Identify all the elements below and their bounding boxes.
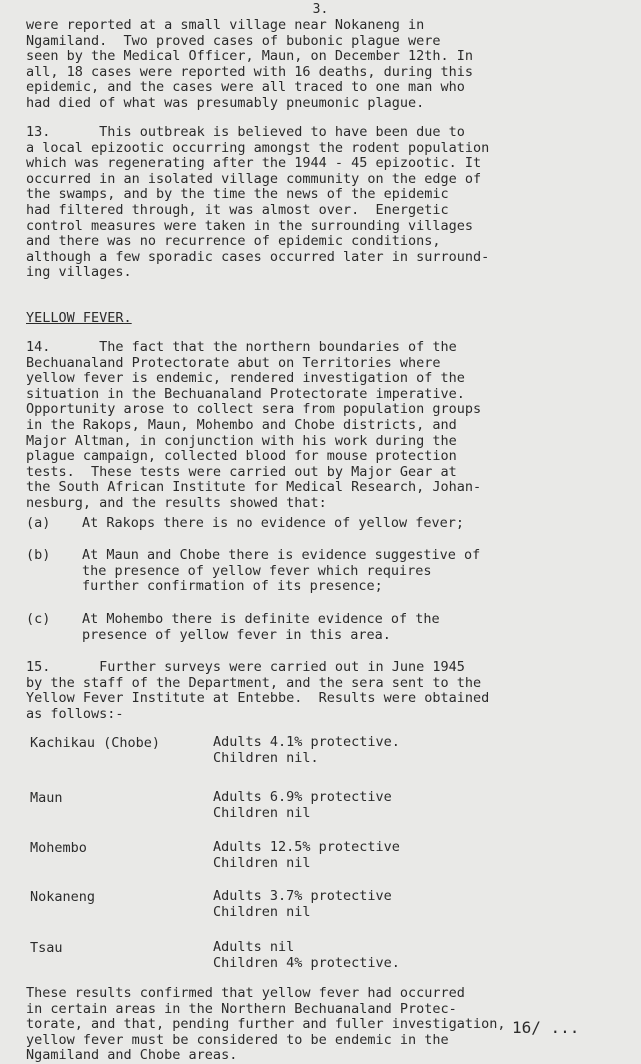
paragraph-conclusion: These results confirmed that yellow fever had occurred in certain areas in the Northern Bechuanaland Protec- torate, and that, pending further and fuller investigation, yellow fever must be considered to be endemic in the Ngamiland and Chobe areas. xyxy=(26,985,506,1064)
section-heading-yellow-fever: YELLOW FEVER. xyxy=(26,310,132,326)
result-values: Adults 4.1% protective. Children nil. xyxy=(213,734,400,766)
footer-catchword: 16/ ... xyxy=(512,1018,580,1037)
paragraph-15: 15. Further surveys were carried out in June 1945 by the staff of the Department, and the sera sent to the Yellow Fever Institute at Entebbe. Results were obtained as follows:- xyxy=(26,659,490,722)
result-place: Maun xyxy=(30,790,63,806)
finding-marker-c: (c) xyxy=(26,611,51,627)
finding-text-a: At Rakops there is no evidence of yellow fever; xyxy=(82,515,465,531)
paragraph-intro: were reported at a small village near Nokaneng in Ngamiland. Two proved cases of bubonic plague were seen by the Medical Officer, Maun, on December 12th. In all, 18 cases were reported with 16 deaths, during this epidemic, and the cases were all traced to one man who had died of what was presumably pneumonic plague. xyxy=(26,17,474,111)
result-values: Adults 12.5% protective Children nil xyxy=(213,839,400,871)
result-values: Adults 3.7% protective Children nil xyxy=(213,888,392,920)
page-number: 3. xyxy=(312,2,329,17)
result-values: Adults 6.9% protective Children nil xyxy=(213,789,392,821)
result-values: Adults nil Children 4% protective. xyxy=(213,939,400,971)
result-place: Tsau xyxy=(30,940,63,956)
finding-text-b: At Maun and Chobe there is evidence suggestive of the presence of yellow fever which requires further confirmation of its presence; xyxy=(82,547,481,595)
result-place: Kachikau (Chobe) xyxy=(30,735,161,751)
finding-marker-b: (b) xyxy=(26,547,51,563)
result-place: Nokaneng xyxy=(30,889,96,905)
paragraph-13: 13. This outbreak is believed to have been due to a local epizootic occurring amongst the rodent population which was regenerating after the 1944 - 45 epizootic. It occurred in an isolated village community on the edge of the swamps, and by the time the news of the epidemic had filtered through, it was almost over. Energetic control measures were taken in the surrounding villages and there was no recurrence of epidemic conditions, although a few sporadic cases occurred later in surround- ing villages. xyxy=(26,124,490,281)
finding-marker-a: (a) xyxy=(26,515,51,531)
result-place: Mohembo xyxy=(30,840,87,856)
finding-text-c: At Mohembo there is definite evidence of the presence of yellow fever in this area. xyxy=(82,611,440,643)
paragraph-14: 14. The fact that the northern boundaries of the Bechuanaland Protectorate abut on Territories where yellow fever is endemic, rendered investigation of the situation in the Bechuanaland Protectorate imperative. Opportunity arose to collect sera from population groups in the Rakops, Maun, Mohembo and Chobe districts, and Major Altman, in conjunction with his work during the plague campaign, collected blood for mouse protection tests. These tests were carried out by Major Gear at the South African Institute for Medical Research, Johan- nesburg, and the results showed that: xyxy=(26,339,482,511)
